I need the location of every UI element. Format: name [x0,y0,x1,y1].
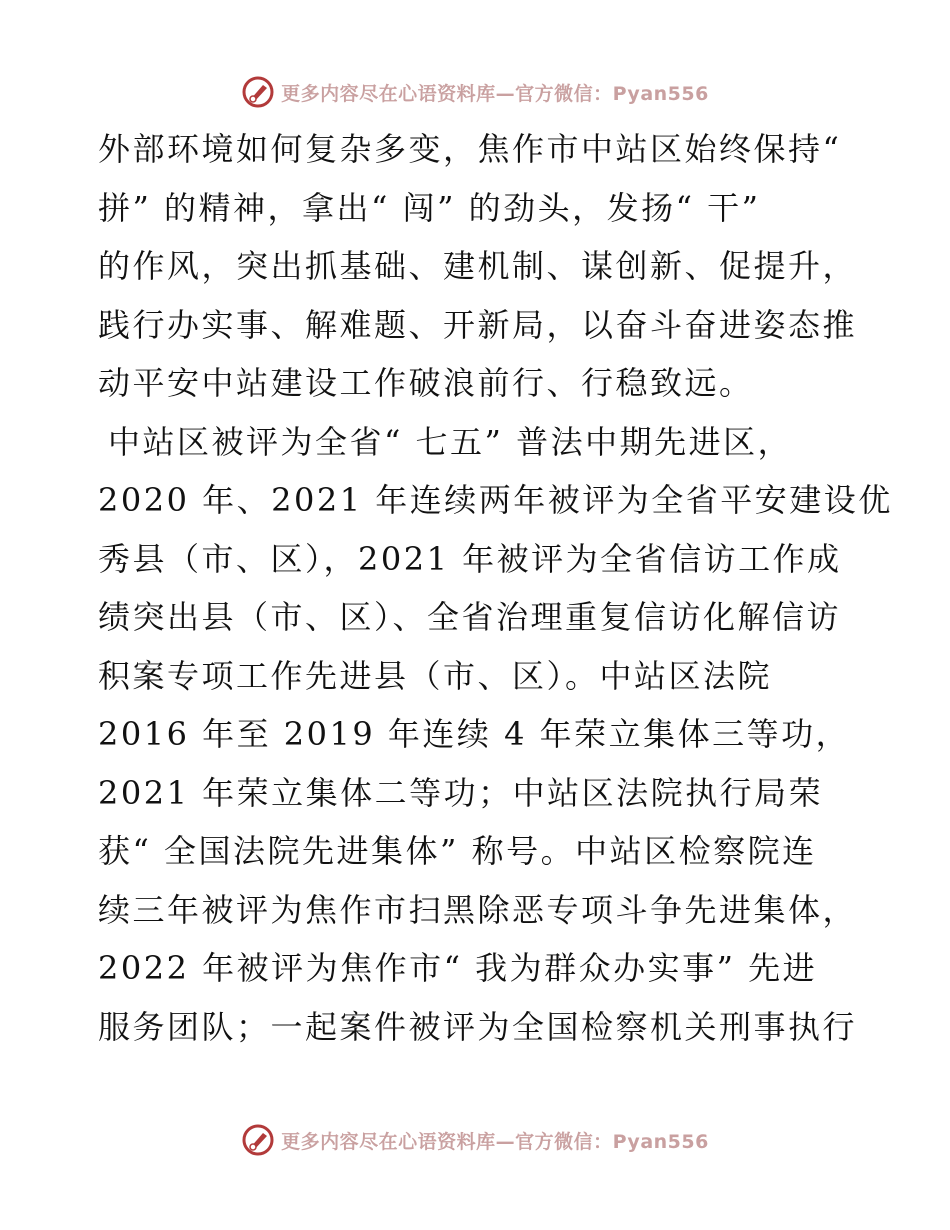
watermark-text: 更多内容尽在心语资料库—官方微信：Pyan556 [281,1130,709,1153]
text-line: 2020 年、2021 年连续两年被评为全省平安建设优 [98,481,893,519]
text-line: 服务团队；一起案件被评为全国检察机关刑事执行 [98,1007,858,1046]
text-line: 2016 年至 2019 年连续 4 年荣立集体三等功， [98,715,851,753]
watermark-text: 更多内容尽在心语资料库—官方微信：Pyan556 [281,82,709,105]
text-line: 2022 年被评为焦作市“ 我为群众办实事” 先进 [98,949,818,987]
text-line: 外部环境如何复杂多变，焦作市中站区始终保持“ [98,130,842,168]
text-line: 绩突出县（市、区）、全省治理重复信访化解信访 [98,598,842,636]
text-line: 秀县（市、区），2021 年被评为全省信访工作成 [98,539,842,578]
text-line: 的作风，突出抓基础、建机制、谋创新、促提升， [98,247,858,285]
pen-seal-icon [241,75,275,109]
text-line: 拼” 的精神，拿出“ 闯” 的劲头，发扬“ 干” [98,188,761,227]
header-watermark [0,72,950,112]
document-body [98,120,893,1056]
footer-watermark [0,1120,950,1160]
text-line: 2021 年荣立集体二等功；中站区法院执行局荣 [98,773,824,812]
text-line: 获“ 全国法院先进集体” 称号。中站区检察院连 [98,832,817,870]
pen-seal-icon [241,1123,275,1157]
text-line: 践行办实事、解难题、开新局，以奋斗奋进姿态推 [98,305,858,344]
text-line: 积案专项工作先进县（市、区）。中站区法院 [98,656,773,695]
text-line: 续三年被评为焦作市扫黑除恶专项斗争先进集体， [98,890,858,929]
text-line: 中站区被评为全省“ 七五” 普法中期先进区， [108,422,793,461]
text-line: 动平安中站建设工作破浪前行、行稳致远。 [98,364,754,402]
